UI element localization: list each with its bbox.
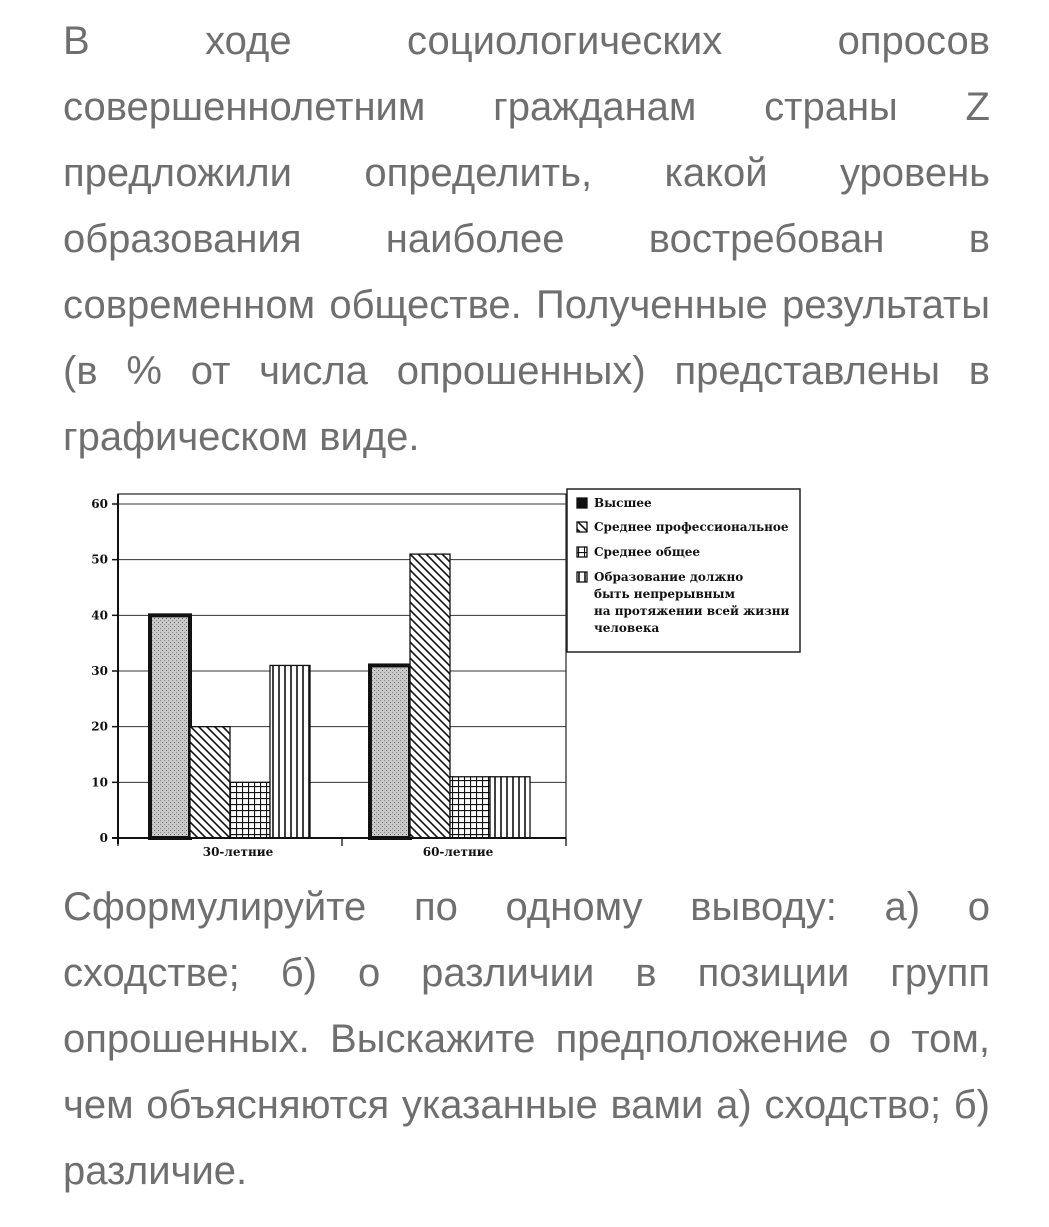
legend-swatch: [577, 572, 587, 582]
bar: [230, 782, 270, 838]
y-tick-label: 20: [91, 719, 108, 734]
bar: [490, 777, 530, 838]
y-tick-label: 50: [91, 552, 108, 567]
legend-label: человека: [594, 621, 660, 635]
legend-swatch: [577, 522, 587, 532]
y-tick-label: 40: [91, 608, 108, 623]
bar: [150, 615, 190, 838]
y-tick-label: 30: [91, 664, 108, 678]
question-intro-paragraph: В ходе социологических опросов совершеннолетним гражданам страны Z предложили определить, какой уровень образования наиболее востребован в современном обществе. Полученные результаты (в % от числа опрошенных) представлены в графическом виде.: [63, 19, 990, 459]
legend-label: на протяжении всей жизни: [594, 604, 790, 618]
question-task-paragraph: Сформулируйте по одному выводу: а) о сходстве; б) о различии в позиции групп опрошенных. Выскажите предположение о том, чем объясняются указанные вами а) сходство; б) различие.: [63, 885, 990, 1193]
y-tick-label: 10: [91, 775, 108, 790]
legend-label: быть непрерывным: [594, 587, 736, 601]
bar: [370, 665, 410, 838]
legend-label: Среднее общее: [594, 545, 701, 559]
bar: [410, 554, 450, 838]
legend-swatch: [577, 547, 587, 557]
bar: [450, 777, 490, 838]
legend-label: Образование должно: [594, 570, 744, 584]
category-label: 30-летние: [202, 845, 274, 859]
category-label: 60-летние: [422, 845, 494, 859]
legend-label: Высшее: [594, 496, 652, 510]
y-tick-label: 0: [99, 831, 108, 845]
legend-swatch: [577, 498, 587, 508]
bar: [270, 665, 310, 838]
bar: [190, 727, 230, 838]
survey-bar-chart: [62, 486, 807, 871]
chart-svg: [62, 486, 807, 871]
y-tick-label: 60: [91, 497, 108, 511]
legend-label: Среднее профессиональное: [594, 520, 789, 534]
